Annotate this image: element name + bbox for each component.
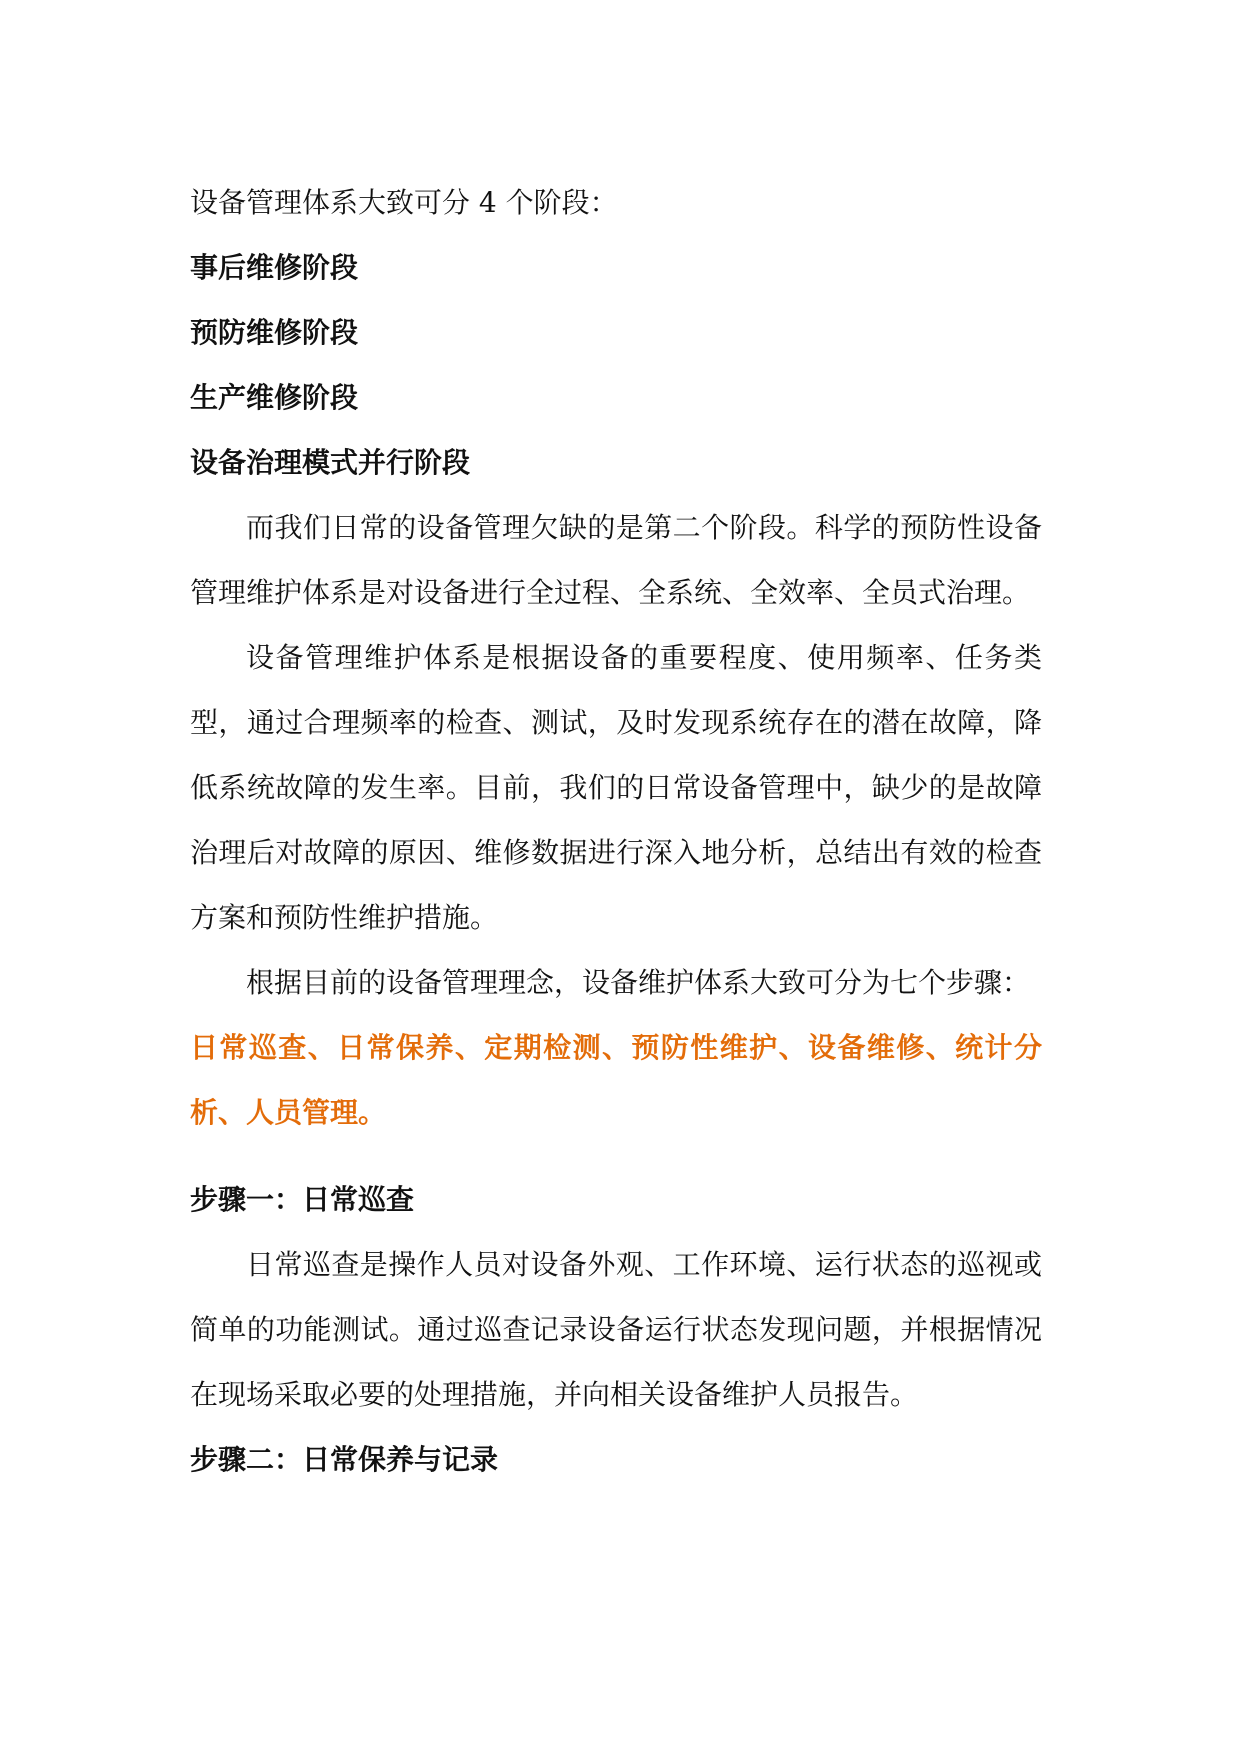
step1-paragraph: 日常巡查是操作人员对设备外观、工作环境、运行状态的巡视或简单的功能测试。通过巡查记录设备运行状态发现问题，并根据情况在现场采取必要的处理措施，并向相关设备维护人员报告。 (190, 1248, 1042, 1411)
step1-heading: 步骤一：日常巡查 (190, 1183, 415, 1216)
stage-item-3: 生产维修阶段 (190, 381, 359, 414)
paragraph-maintenance-system: 设备管理维护体系是根据设备的重要程度、使用频率、任务类型，通过合理频率的检查、测试，及时发现系统存在的潜在故障，降低系统故障的发生率。目前，我们的日常设备管理中，缺少的是故障治理后对故障的原因、维修数据进行深入地分析，总结出有效的检查方案和预防性维护措施。 (190, 641, 1042, 934)
seven-steps-highlight: 日常巡查、日常保养、定期检测、预防性维护、设备维修、统计分析、人员管理。 (190, 1031, 1042, 1129)
stage-item-1: 事后维修阶段 (190, 251, 359, 284)
paragraph-seven-steps-intro: 根据目前的设备管理理念，设备维护体系大致可分为七个步骤： (246, 966, 1031, 999)
step2-heading: 步骤二：日常保养与记录 (190, 1443, 499, 1476)
stage-item-4: 设备治理模式并行阶段 (190, 446, 471, 479)
stage-item-2: 预防维修阶段 (190, 316, 359, 349)
document-body (190, 170, 1042, 1492)
intro-line: 设备管理体系大致可分 4 个阶段： (190, 186, 618, 219)
paragraph-preventive-maintenance: 而我们日常的设备管理欠缺的是第二个阶段。科学的预防性设备管理维护体系是对设备进行全过程、全系统、全效率、全员式治理。 (190, 511, 1042, 609)
